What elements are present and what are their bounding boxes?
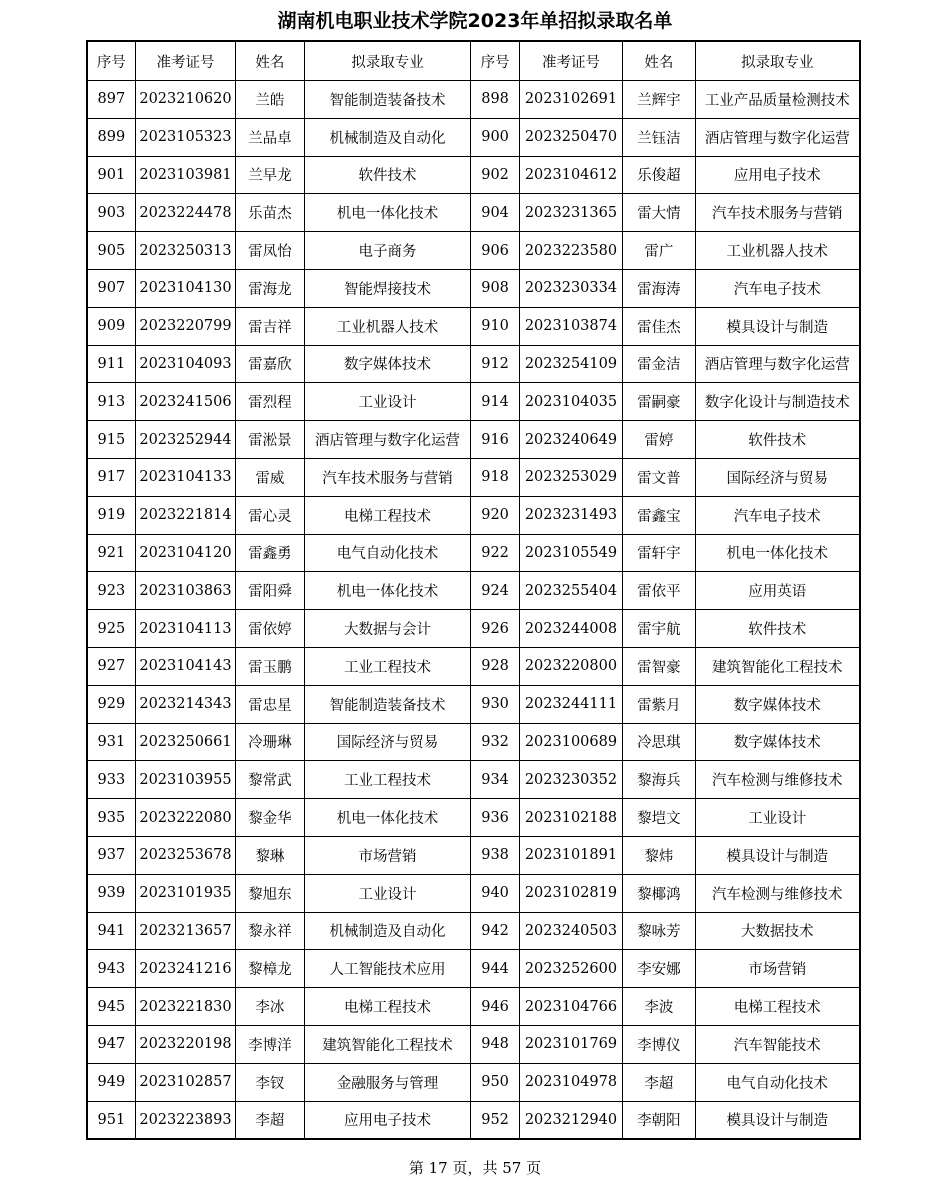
cell-exam-id: 2023101935 — [135, 874, 236, 912]
cell-student-name: 雷凤怡 — [236, 232, 304, 270]
cell-admitted-major: 智能焊接技术 — [304, 269, 471, 307]
cell-student-name: 雷烈程 — [236, 383, 304, 421]
table-row — [87, 874, 860, 912]
cell-admitted-major: 电梯工程技术 — [304, 496, 471, 534]
cell-student-name: 冷珊琳 — [236, 723, 304, 761]
cell-seq-number: 905 — [87, 232, 135, 270]
cell-seq-number: 918 — [471, 458, 519, 496]
cell-exam-id: 2023252600 — [519, 950, 623, 988]
cell-exam-id: 2023213657 — [135, 912, 236, 950]
cell-seq-number: 931 — [87, 723, 135, 761]
cell-seq-number: 900 — [471, 118, 519, 156]
cell-student-name: 雷金洁 — [623, 345, 695, 383]
cell-seq-number: 926 — [471, 610, 519, 648]
cell-admitted-major: 人工智能技术应用 — [304, 950, 471, 988]
cell-exam-id: 2023102691 — [519, 81, 623, 119]
cell-seq-number: 922 — [471, 534, 519, 572]
table-body — [87, 81, 860, 1140]
table-row — [87, 950, 860, 988]
cell-admitted-major: 软件技术 — [695, 421, 860, 459]
cell-seq-number: 924 — [471, 572, 519, 610]
cell-admitted-major: 市场营销 — [695, 950, 860, 988]
table-row — [87, 1101, 860, 1139]
table-row — [87, 156, 860, 194]
cell-student-name: 李安娜 — [623, 950, 695, 988]
cell-admitted-major: 建筑智能化工程技术 — [695, 647, 860, 685]
cell-admitted-major: 智能制造装备技术 — [304, 685, 471, 723]
table-row — [87, 610, 860, 648]
document-title: 湖南机电职业技术学院2023年单招拟录取名单 — [277, 10, 673, 32]
cell-admitted-major: 工业产品质量检测技术 — [695, 81, 860, 119]
cell-seq-number: 944 — [471, 950, 519, 988]
cell-student-name: 雷文普 — [623, 458, 695, 496]
cell-admitted-major: 工业设计 — [304, 383, 471, 421]
column-header-admitted-major: 拟录取专业 — [304, 41, 471, 81]
cell-student-name: 乐俊超 — [623, 156, 695, 194]
cell-exam-id: 2023230352 — [519, 761, 623, 799]
cell-student-name: 雷智豪 — [623, 647, 695, 685]
cell-exam-id: 2023105323 — [135, 118, 236, 156]
cell-admitted-major: 汽车电子技术 — [695, 496, 860, 534]
cell-seq-number: 908 — [471, 269, 519, 307]
cell-seq-number: 951 — [87, 1101, 135, 1139]
cell-admitted-major: 工业设计 — [695, 799, 860, 837]
cell-student-name: 兰皓 — [236, 81, 304, 119]
cell-exam-id: 2023104133 — [135, 458, 236, 496]
cell-student-name: 李冰 — [236, 988, 304, 1026]
cell-seq-number: 910 — [471, 307, 519, 345]
cell-seq-number: 914 — [471, 383, 519, 421]
cell-exam-id: 2023255404 — [519, 572, 623, 610]
cell-admitted-major: 机电一体化技术 — [304, 799, 471, 837]
cell-student-name: 雷心灵 — [236, 496, 304, 534]
cell-student-name: 雷佳杰 — [623, 307, 695, 345]
cell-student-name: 兰钰洁 — [623, 118, 695, 156]
table-row — [87, 307, 860, 345]
table-row — [87, 496, 860, 534]
cell-admitted-major: 智能制造装备技术 — [304, 81, 471, 119]
cell-student-name: 黎旭东 — [236, 874, 304, 912]
cell-exam-id: 2023240649 — [519, 421, 623, 459]
column-header-seq-number: 序号 — [471, 41, 519, 81]
cell-admitted-major: 应用英语 — [695, 572, 860, 610]
cell-exam-id: 2023241506 — [135, 383, 236, 421]
cell-student-name: 黎琳 — [236, 836, 304, 874]
column-header-seq-number: 序号 — [87, 41, 135, 81]
cell-admitted-major: 软件技术 — [304, 156, 471, 194]
cell-exam-id: 2023104978 — [519, 1063, 623, 1101]
cell-admitted-major: 电气自动化技术 — [695, 1063, 860, 1101]
cell-admitted-major: 电气自动化技术 — [304, 534, 471, 572]
cell-exam-id: 2023223893 — [135, 1101, 236, 1139]
table-row — [87, 761, 860, 799]
cell-student-name: 雷依婷 — [236, 610, 304, 648]
cell-student-name: 雷轩宇 — [623, 534, 695, 572]
cell-exam-id: 2023253678 — [135, 836, 236, 874]
cell-seq-number: 913 — [87, 383, 135, 421]
table-row — [87, 194, 860, 232]
cell-seq-number: 950 — [471, 1063, 519, 1101]
cell-seq-number: 907 — [87, 269, 135, 307]
cell-exam-id: 2023224478 — [135, 194, 236, 232]
cell-admitted-major: 国际经济与贸易 — [695, 458, 860, 496]
cell-admitted-major: 工业工程技术 — [304, 761, 471, 799]
cell-exam-id: 2023104120 — [135, 534, 236, 572]
cell-student-name: 兰早龙 — [236, 156, 304, 194]
cell-seq-number: 912 — [471, 345, 519, 383]
cell-admitted-major: 机械制造及自动化 — [304, 118, 471, 156]
column-header-exam-id: 准考证号 — [519, 41, 623, 81]
cell-admitted-major: 机械制造及自动化 — [304, 912, 471, 950]
cell-admitted-major: 机电一体化技术 — [304, 572, 471, 610]
cell-seq-number: 947 — [87, 1025, 135, 1063]
cell-seq-number: 943 — [87, 950, 135, 988]
cell-student-name: 兰品卓 — [236, 118, 304, 156]
cell-student-name: 李超 — [623, 1063, 695, 1101]
cell-student-name: 黎樟龙 — [236, 950, 304, 988]
cell-seq-number: 920 — [471, 496, 519, 534]
cell-student-name: 乐苗杰 — [236, 194, 304, 232]
cell-student-name: 雷海涛 — [623, 269, 695, 307]
cell-exam-id: 2023250661 — [135, 723, 236, 761]
table-row — [87, 572, 860, 610]
cell-seq-number: 945 — [87, 988, 135, 1026]
cell-admitted-major: 机电一体化技术 — [304, 194, 471, 232]
cell-seq-number: 946 — [471, 988, 519, 1026]
cell-exam-id: 2023222080 — [135, 799, 236, 837]
cell-admitted-major: 电梯工程技术 — [304, 988, 471, 1026]
cell-admitted-major: 汽车电子技术 — [695, 269, 860, 307]
cell-student-name: 黎常武 — [236, 761, 304, 799]
cell-exam-id: 2023210620 — [135, 81, 236, 119]
cell-exam-id: 2023220198 — [135, 1025, 236, 1063]
table-row — [87, 647, 860, 685]
cell-exam-id: 2023104113 — [135, 610, 236, 648]
cell-student-name: 黎炜 — [623, 836, 695, 874]
cell-student-name: 雷大情 — [623, 194, 695, 232]
cell-seq-number: 899 — [87, 118, 135, 156]
column-header-exam-id: 准考证号 — [135, 41, 236, 81]
table-row — [87, 421, 860, 459]
cell-admitted-major: 大数据技术 — [695, 912, 860, 950]
cell-admitted-major: 市场营销 — [304, 836, 471, 874]
cell-seq-number: 934 — [471, 761, 519, 799]
table-row — [87, 1063, 860, 1101]
cell-seq-number: 927 — [87, 647, 135, 685]
cell-student-name: 雷嗣豪 — [623, 383, 695, 421]
cell-exam-id: 2023221814 — [135, 496, 236, 534]
cell-exam-id: 2023103874 — [519, 307, 623, 345]
column-header-admitted-major: 拟录取专业 — [695, 41, 860, 81]
cell-seq-number: 933 — [87, 761, 135, 799]
cell-seq-number: 929 — [87, 685, 135, 723]
cell-seq-number: 940 — [471, 874, 519, 912]
cell-student-name: 李钗 — [236, 1063, 304, 1101]
cell-seq-number: 906 — [471, 232, 519, 270]
cell-admitted-major: 模具设计与制造 — [695, 307, 860, 345]
cell-exam-id: 2023101891 — [519, 836, 623, 874]
cell-admitted-major: 软件技术 — [695, 610, 860, 648]
cell-student-name: 雷依平 — [623, 572, 695, 610]
cell-admitted-major: 国际经济与贸易 — [304, 723, 471, 761]
cell-student-name: 黎金华 — [236, 799, 304, 837]
cell-admitted-major: 酒店管理与数字化运营 — [304, 421, 471, 459]
cell-exam-id: 2023102819 — [519, 874, 623, 912]
cell-exam-id: 2023104143 — [135, 647, 236, 685]
cell-seq-number: 925 — [87, 610, 135, 648]
cell-admitted-major: 数字化设计与制造技术 — [695, 383, 860, 421]
cell-exam-id: 2023253029 — [519, 458, 623, 496]
cell-student-name: 黎永祥 — [236, 912, 304, 950]
cell-admitted-major: 数字媒体技术 — [695, 723, 860, 761]
cell-student-name: 雷鑫宝 — [623, 496, 695, 534]
table-row — [87, 118, 860, 156]
cell-seq-number: 942 — [471, 912, 519, 950]
cell-seq-number: 938 — [471, 836, 519, 874]
cell-student-name: 雷嘉欣 — [236, 345, 304, 383]
cell-exam-id: 2023104612 — [519, 156, 623, 194]
cell-admitted-major: 工业机器人技术 — [695, 232, 860, 270]
cell-admitted-major: 大数据与会计 — [304, 610, 471, 648]
table-row — [87, 1025, 860, 1063]
cell-student-name: 雷鑫勇 — [236, 534, 304, 572]
cell-student-name: 李波 — [623, 988, 695, 1026]
cell-exam-id: 2023103863 — [135, 572, 236, 610]
cell-admitted-major: 应用电子技术 — [304, 1101, 471, 1139]
cell-exam-id: 2023231493 — [519, 496, 623, 534]
cell-student-name: 雷威 — [236, 458, 304, 496]
cell-admitted-major: 酒店管理与数字化运营 — [695, 118, 860, 156]
cell-exam-id: 2023254109 — [519, 345, 623, 383]
table-row — [87, 685, 860, 723]
table-row — [87, 723, 860, 761]
cell-exam-id: 2023250313 — [135, 232, 236, 270]
cell-seq-number: 903 — [87, 194, 135, 232]
cell-exam-id: 2023212940 — [519, 1101, 623, 1139]
cell-student-name: 黎椰鸿 — [623, 874, 695, 912]
cell-admitted-major: 工业设计 — [304, 874, 471, 912]
cell-admitted-major: 应用电子技术 — [695, 156, 860, 194]
cell-exam-id: 2023104035 — [519, 383, 623, 421]
table-row — [87, 232, 860, 270]
cell-seq-number: 941 — [87, 912, 135, 950]
admission-table — [86, 40, 861, 1140]
cell-seq-number: 930 — [471, 685, 519, 723]
table-row — [87, 458, 860, 496]
cell-admitted-major: 汽车智能技术 — [695, 1025, 860, 1063]
table-row — [87, 836, 860, 874]
cell-exam-id: 2023101769 — [519, 1025, 623, 1063]
cell-student-name: 李朝阳 — [623, 1101, 695, 1139]
table-row — [87, 799, 860, 837]
cell-seq-number: 928 — [471, 647, 519, 685]
cell-exam-id: 2023240503 — [519, 912, 623, 950]
cell-exam-id: 2023100689 — [519, 723, 623, 761]
cell-exam-id: 2023220800 — [519, 647, 623, 685]
table-row — [87, 269, 860, 307]
cell-student-name: 雷阳舜 — [236, 572, 304, 610]
cell-exam-id: 2023103981 — [135, 156, 236, 194]
cell-student-name: 雷紫月 — [623, 685, 695, 723]
cell-student-name: 冷思琪 — [623, 723, 695, 761]
column-header-student-name: 姓名 — [236, 41, 304, 81]
cell-student-name: 李博仪 — [623, 1025, 695, 1063]
cell-admitted-major: 建筑智能化工程技术 — [304, 1025, 471, 1063]
cell-exam-id: 2023241216 — [135, 950, 236, 988]
cell-student-name: 李博洋 — [236, 1025, 304, 1063]
table-row — [87, 383, 860, 421]
cell-seq-number: 952 — [471, 1101, 519, 1139]
cell-seq-number: 898 — [471, 81, 519, 119]
cell-exam-id: 2023244111 — [519, 685, 623, 723]
cell-admitted-major: 数字媒体技术 — [304, 345, 471, 383]
cell-exam-id: 2023104766 — [519, 988, 623, 1026]
cell-seq-number: 937 — [87, 836, 135, 874]
table-row — [87, 81, 860, 119]
cell-student-name: 黎海兵 — [623, 761, 695, 799]
cell-admitted-major: 工业机器人技术 — [304, 307, 471, 345]
cell-student-name: 黎咏芳 — [623, 912, 695, 950]
cell-admitted-major: 汽车检测与维修技术 — [695, 874, 860, 912]
cell-seq-number: 915 — [87, 421, 135, 459]
cell-admitted-major: 电子商务 — [304, 232, 471, 270]
table-header-row — [87, 41, 860, 81]
cell-student-name: 雷忠星 — [236, 685, 304, 723]
cell-seq-number: 904 — [471, 194, 519, 232]
cell-exam-id: 2023102857 — [135, 1063, 236, 1101]
cell-exam-id: 2023103955 — [135, 761, 236, 799]
table-row — [87, 988, 860, 1026]
cell-exam-id: 2023231365 — [519, 194, 623, 232]
cell-student-name: 雷海龙 — [236, 269, 304, 307]
cell-seq-number: 932 — [471, 723, 519, 761]
cell-seq-number: 916 — [471, 421, 519, 459]
cell-seq-number: 939 — [87, 874, 135, 912]
cell-exam-id: 2023102188 — [519, 799, 623, 837]
cell-student-name: 雷淞景 — [236, 421, 304, 459]
cell-student-name: 雷广 — [623, 232, 695, 270]
cell-admitted-major: 电梯工程技术 — [695, 988, 860, 1026]
cell-student-name: 雷宇航 — [623, 610, 695, 648]
cell-admitted-major: 酒店管理与数字化运营 — [695, 345, 860, 383]
cell-student-name: 李超 — [236, 1101, 304, 1139]
cell-student-name: 雷玉鹏 — [236, 647, 304, 685]
cell-seq-number: 935 — [87, 799, 135, 837]
cell-seq-number: 921 — [87, 534, 135, 572]
cell-seq-number: 897 — [87, 81, 135, 119]
cell-exam-id: 2023105549 — [519, 534, 623, 572]
column-header-student-name: 姓名 — [623, 41, 695, 81]
cell-seq-number: 936 — [471, 799, 519, 837]
cell-seq-number: 901 — [87, 156, 135, 194]
cell-seq-number: 902 — [471, 156, 519, 194]
cell-exam-id: 2023104093 — [135, 345, 236, 383]
cell-exam-id: 2023220799 — [135, 307, 236, 345]
cell-admitted-major: 工业工程技术 — [304, 647, 471, 685]
cell-seq-number: 949 — [87, 1063, 135, 1101]
cell-seq-number: 909 — [87, 307, 135, 345]
cell-exam-id: 2023104130 — [135, 269, 236, 307]
table-row — [87, 534, 860, 572]
cell-admitted-major: 模具设计与制造 — [695, 1101, 860, 1139]
cell-student-name: 兰辉宇 — [623, 81, 695, 119]
cell-admitted-major: 模具设计与制造 — [695, 836, 860, 874]
table-row — [87, 912, 860, 950]
cell-exam-id: 2023223580 — [519, 232, 623, 270]
cell-admitted-major: 数字媒体技术 — [695, 685, 860, 723]
cell-exam-id: 2023221830 — [135, 988, 236, 1026]
cell-seq-number: 919 — [87, 496, 135, 534]
cell-seq-number: 923 — [87, 572, 135, 610]
cell-exam-id: 2023244008 — [519, 610, 623, 648]
cell-seq-number: 917 — [87, 458, 135, 496]
cell-seq-number: 948 — [471, 1025, 519, 1063]
cell-seq-number: 911 — [87, 345, 135, 383]
cell-exam-id: 2023230334 — [519, 269, 623, 307]
cell-exam-id: 2023214343 — [135, 685, 236, 723]
page-footer: 第 17 页，共 57 页 — [408, 1159, 542, 1177]
cell-admitted-major: 汽车技术服务与营销 — [695, 194, 860, 232]
table-row — [87, 345, 860, 383]
cell-admitted-major: 汽车技术服务与营销 — [304, 458, 471, 496]
cell-exam-id: 2023250470 — [519, 118, 623, 156]
cell-admitted-major: 汽车检测与维修技术 — [695, 761, 860, 799]
cell-exam-id: 2023252944 — [135, 421, 236, 459]
cell-admitted-major: 机电一体化技术 — [695, 534, 860, 572]
cell-student-name: 雷婷 — [623, 421, 695, 459]
cell-student-name: 黎垲文 — [623, 799, 695, 837]
cell-student-name: 雷吉祥 — [236, 307, 304, 345]
cell-admitted-major: 金融服务与管理 — [304, 1063, 471, 1101]
